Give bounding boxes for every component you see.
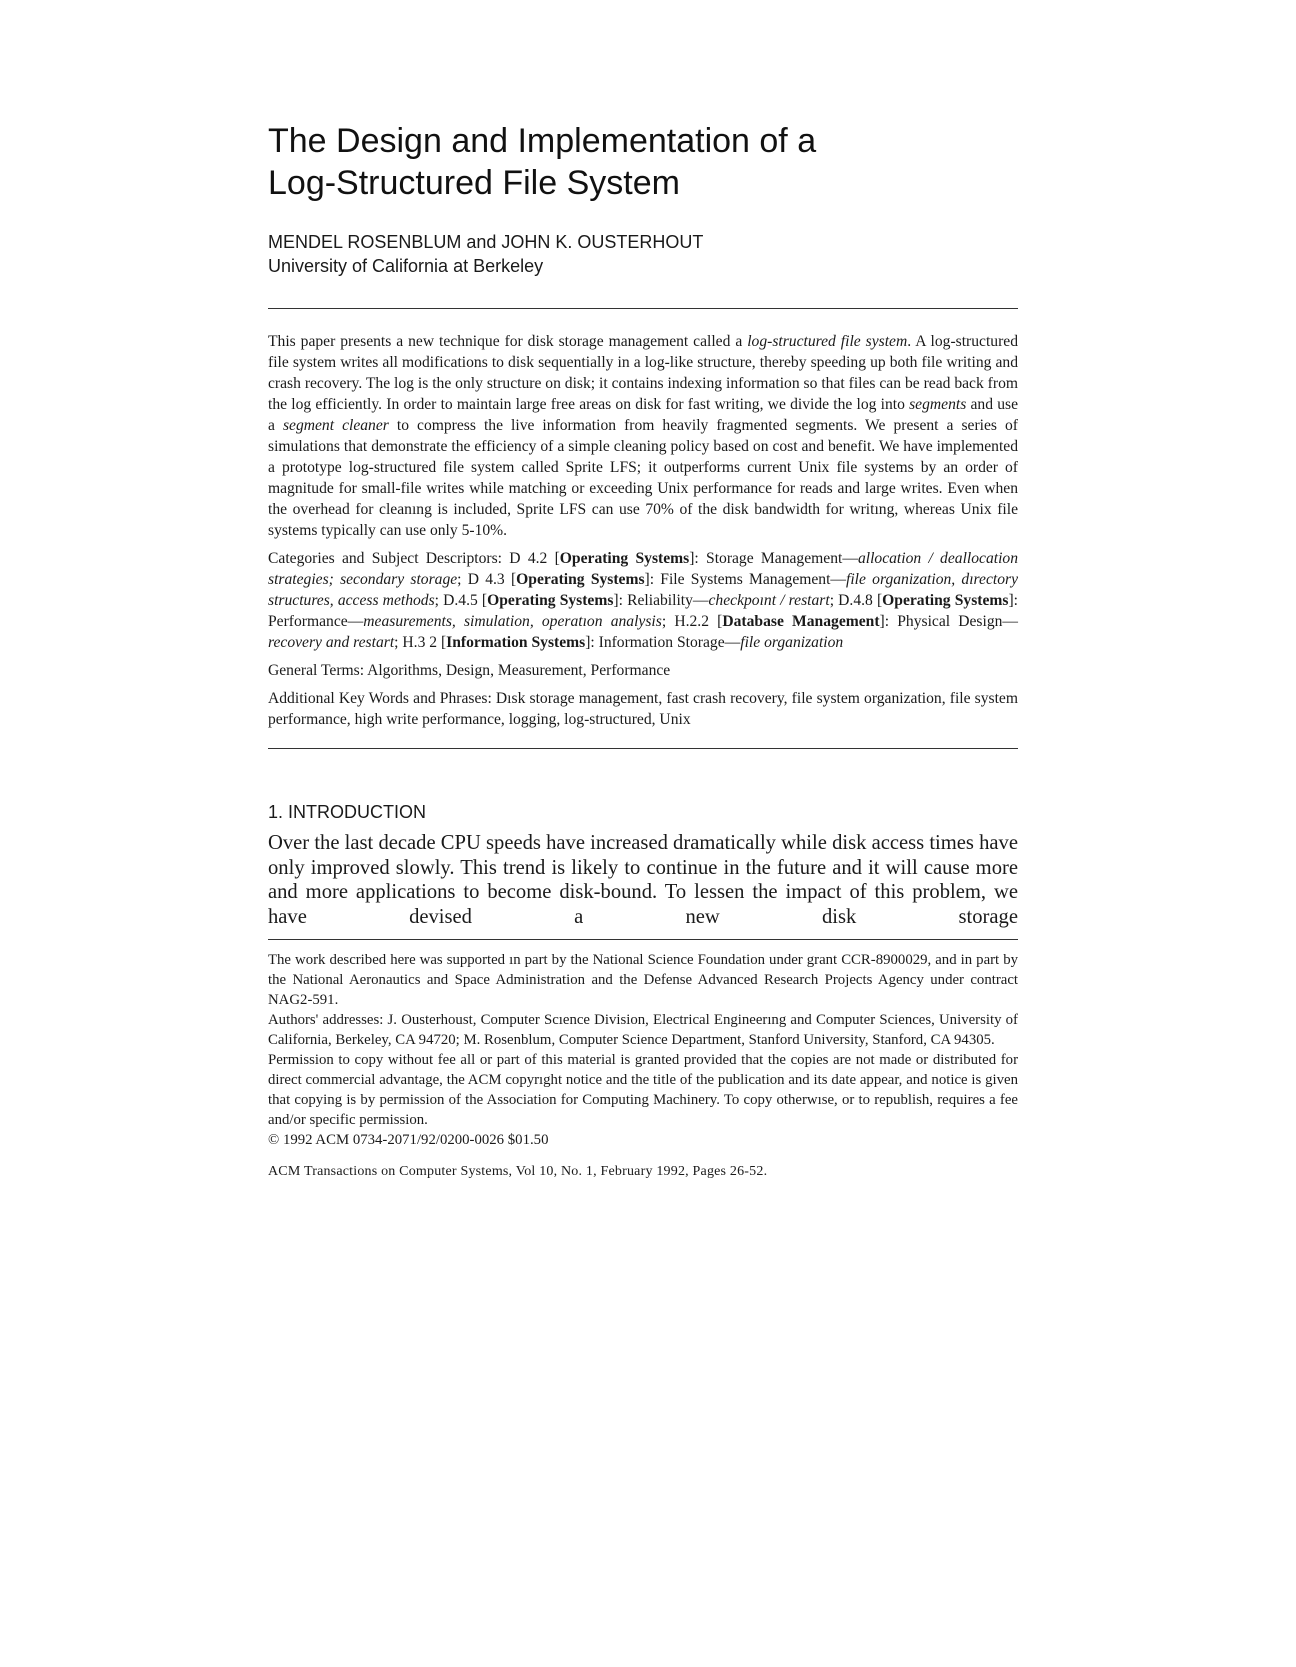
footnotes bbox=[268, 950, 1018, 1150]
footnote-funding: The work described here was supported ın part by the National Science Foundation under grant CCR-8900029, and in part by the National Aeronautics and Space Administration and the Defense Advanced Research Projects Agency under contract NAG2-591. bbox=[268, 952, 1018, 1009]
introduction-text: Over the last decade CPU speeds have increased dramatically while disk access times have only improved slowly. This trend is likely to continue in the future and it will cause more and more applications to become disk-bound. To lessen the impact of this problem, we have devised a new disk storage bbox=[268, 832, 1018, 928]
section-heading-introduction: 1. INTRODUCTION bbox=[268, 802, 427, 822]
abstract-block bbox=[268, 331, 1018, 730]
abstract-paragraph: This paper presents a new technique for disk storage management called a log-structured file system. A log-structured file system writes all modifications to disk sequentially in a log-like structure, thereby speeding up both file writing and crash recovery. The log is the only structure on disk; it contains indexing information so that files can be read back from the log efficiently. In order to maintain large free areas on disk for fast writing, we divide the log into segments and use a segment cleaner to compress the live information from heavily fragmented segments. We present a series of simulations that demonstrate the efficiency of a simple cleaning policy based on cost and benefit. We have implemented a prototype log-structured file system called Sprite LFS; it outperforms current Unix file systems by an order of magnitude for small-file writes while matching or exceeding Unix performance for reads and large writes. Even when the overhead for cleanıng is included, Sprite LFS can use 70% of the disk bandwidth for writıng, whereas Unix file systems typically can use only 5-10%. bbox=[268, 333, 1018, 539]
paper-page bbox=[268, 120, 1018, 1180]
top-rule bbox=[268, 308, 1018, 309]
title-line-2: Log-Structured File System bbox=[268, 164, 680, 202]
title-line-1: The Design and Implementation of a bbox=[268, 122, 817, 160]
footnote-rule bbox=[268, 939, 1018, 940]
paper-title bbox=[268, 120, 1018, 204]
journal-citation: ACM Transactions on Computer Systems, Vol 10, No. 1, February 1992, Pages 26-52. bbox=[268, 1164, 768, 1180]
authors: MENDEL ROSENBLUM and JOHN K. OUSTERHOUT bbox=[268, 232, 704, 252]
footnote-addresses: Authors' addresses: J. Ousterhoust, Computer Scıence Division, Electrical Engineerıng and Computer Sciences, University of California, Berkeley, CA 94720; M. Rosenblum, Computer Science Department, Stanford University, Stanford, CA 94305. bbox=[268, 1012, 1018, 1049]
general-terms: General Terms: Algorithms, Design, Measurement, Performance bbox=[268, 662, 671, 679]
affiliation: University of California at Berkeley bbox=[268, 256, 544, 276]
bottom-rule bbox=[268, 748, 1018, 749]
categories-paragraph: Categories and Subject Descriptors: D 4.2 [Operating Systems]: Storage Management—allocation / deallocation strategies; secondary storage; D 4.3 [Operating Systems]: File Systems Management—file organization, dırectory structures, access methods; D.4.5 [Operating Systems]: Reliability—checkpoınt / restart; D.4.8 [Operating Systems]: Performance—measurements, simulation, operatıon analysis; H.2.2 [Database Management]: Physical Design—recovery and restart; H.3 2 [Information Systems]: Information Storage—file organization bbox=[268, 550, 1019, 651]
keywords: Additional Key Words and Phrases: Dısk storage management, fast crash recovery, file system organization, file system performance, high write performance, logging, log-structured, Unix bbox=[268, 690, 1018, 728]
footnote-permission: Permission to copy without fee all or part of this material is granted provided that the copies are not made or distributed for direct commercial advantage, the ACM copyrıght notice and the title of the publication and its date appear, and notice is given that copying is by permission of the Association for Computing Machinery. To copy otherwıse, or to republish, requires a fee and/or specific permission. bbox=[268, 1052, 1018, 1129]
copyright-line: © 1992 ACM 0734-2071/92/0200-0026 $01.50 bbox=[268, 1132, 549, 1149]
